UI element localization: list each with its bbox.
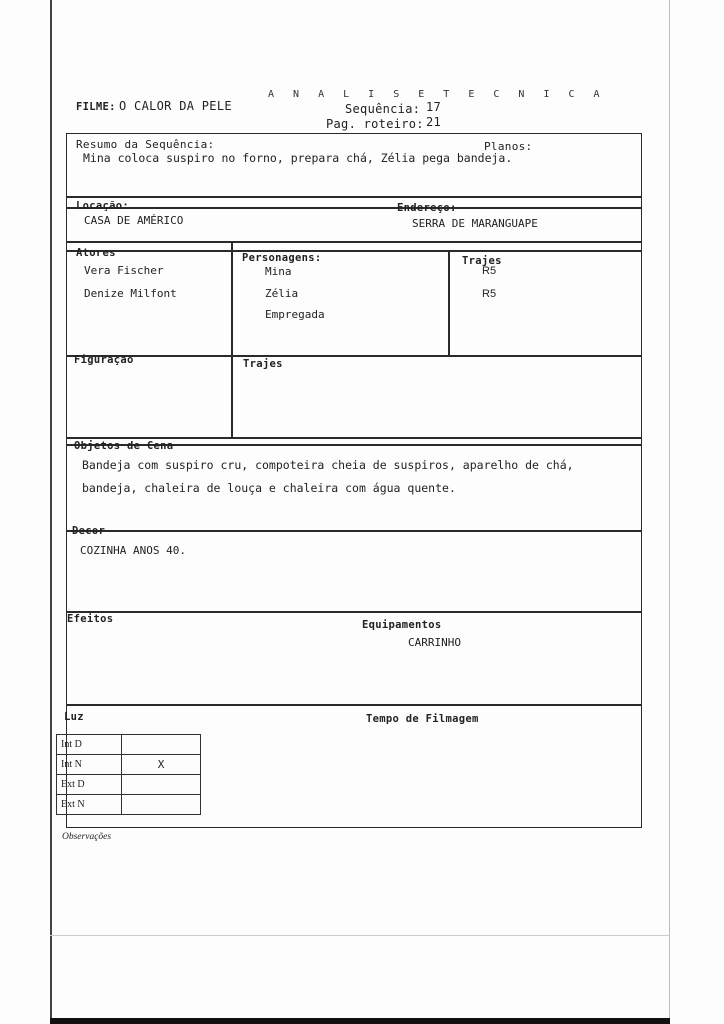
personagem-2: Zélia	[265, 287, 299, 300]
luz-key: Int N	[57, 755, 122, 775]
ator-2: Denize Milfont	[84, 287, 177, 300]
luz-row-ext-n	[57, 795, 201, 815]
separator-efeitos	[66, 704, 642, 706]
pag-roteiro-label: Pag. roteiro:	[326, 117, 424, 131]
decor-value: COZINHA ANOS 40.	[80, 544, 186, 557]
luz-key: Ext N	[57, 795, 122, 815]
objetos-label: Objetos de Cena	[74, 440, 174, 452]
atores-label: Atores	[76, 247, 116, 259]
endereco-value: SERRA DE MARANGUAPE	[412, 217, 538, 230]
objetos-line-2: bandeja, chaleira de louça e chaleira com água quente.	[82, 481, 456, 495]
divider-atores-personagens	[231, 241, 233, 437]
objetos-line-1: Bandeja com suspiro cru, compoteira cheia de suspiros, aparelho de chá,	[82, 458, 574, 472]
decor-label: Decor	[72, 525, 106, 537]
personagem-3: Empregada	[265, 308, 325, 321]
planos-label: Planos:	[484, 140, 533, 153]
figuracao-label: Figuração	[74, 354, 134, 366]
separator-figuracao	[66, 437, 642, 439]
traje-2: R5	[482, 288, 497, 300]
separator-locacao-2	[66, 250, 642, 252]
luz-mark	[122, 775, 201, 795]
observacoes-label: Observações	[62, 832, 112, 842]
sequencia-label: Sequência:	[345, 102, 421, 116]
page-left-edge	[50, 0, 52, 1024]
luz-mark	[122, 735, 201, 755]
efeitos-label: Efeitos	[67, 613, 114, 625]
locacao-label: Locação:	[76, 200, 129, 212]
equipamentos-label: Equipamentos	[362, 619, 442, 631]
luz-row-int-n	[57, 755, 201, 775]
personagem-1: Mina	[265, 265, 292, 278]
endereco-label: Endereço:	[397, 202, 457, 214]
luz-row-int-d	[57, 735, 201, 755]
sequencia-value: 17	[426, 100, 442, 114]
separator-resumo-2	[66, 207, 642, 209]
tempo-filmagem-label: Tempo de Filmagem	[366, 713, 479, 725]
page-bottom-edge	[50, 1018, 670, 1024]
luz-row-ext-d	[57, 775, 201, 795]
trajes-label: Trajes	[462, 255, 502, 267]
personagens-label: Personagens:	[242, 252, 322, 264]
separator-objetos	[66, 530, 642, 532]
filme-label: FILME:	[76, 101, 116, 113]
page-right-edge	[669, 0, 670, 1024]
luz-key: Int D	[57, 735, 122, 755]
divider-personagens-trajes	[448, 250, 450, 355]
luz-key: Ext D	[57, 775, 122, 795]
luz-mark	[122, 795, 201, 815]
pag-roteiro-value: 21	[426, 115, 442, 129]
separator-decor	[66, 611, 642, 613]
filme-value: O CALOR DA PELE	[119, 99, 232, 113]
locacao-value: CASA DE AMÉRICO	[84, 214, 184, 227]
luz-mark: X	[122, 755, 201, 775]
form-title: A N A L I S E T E C N I C A	[268, 89, 607, 100]
luz-label: Luz	[64, 711, 84, 723]
equipamentos-value: CARRINHO	[408, 636, 461, 649]
separator-locacao	[66, 241, 642, 243]
separator-atores	[66, 355, 642, 357]
scan-line	[50, 935, 670, 936]
figuracao-trajes-label: Trajes	[243, 358, 283, 370]
traje-1: R5	[482, 265, 497, 277]
separator-resumo	[66, 196, 642, 198]
luz-table	[56, 734, 201, 815]
resumo-text: Mina coloca suspiro no forno, prepara chá, Zélia pega bandeja.	[83, 151, 513, 165]
resumo-label: Resumo da Sequência:	[76, 138, 215, 151]
ator-1: Vera Fischer	[84, 264, 164, 277]
